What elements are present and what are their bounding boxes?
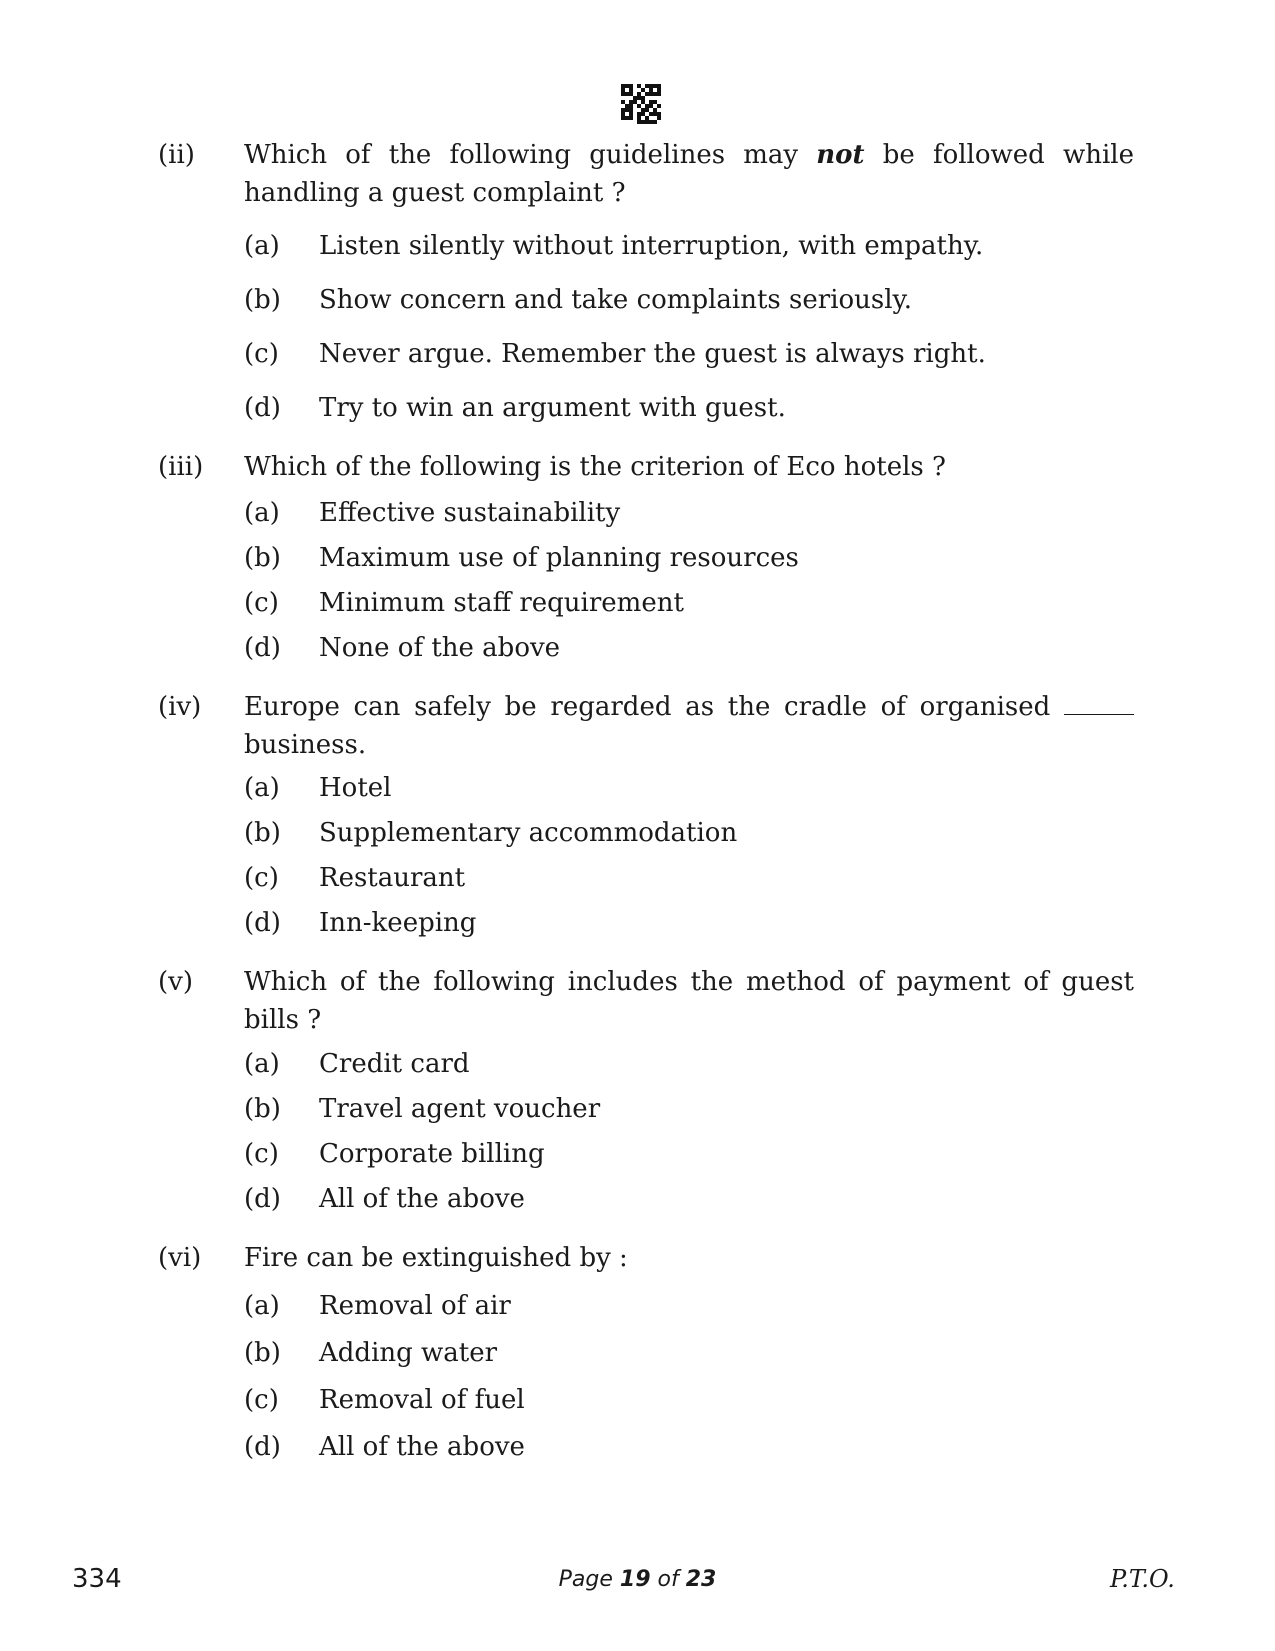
option-text: Effective sustainability (319, 498, 621, 528)
option-text: None of the above (319, 633, 561, 663)
option-v-b[interactable] (0, 1090, 1275, 1128)
option-text: Restaurant (319, 863, 466, 893)
option-letter: (d) (244, 1432, 281, 1462)
option-text: Listen silently without interruption, with empathy. (319, 231, 984, 261)
option-text: Travel agent voucher (319, 1094, 601, 1124)
option-letter: (d) (244, 393, 281, 423)
option-vi-d[interactable] (0, 1428, 1275, 1466)
option-ii-d[interactable] (0, 389, 1275, 427)
question-text: Europe can safely be regarded as the cradle of organised business. (244, 688, 1134, 764)
option-iv-b[interactable] (0, 814, 1275, 852)
option-v-d[interactable] (0, 1180, 1275, 1218)
option-letter: (c) (244, 1385, 279, 1415)
option-iii-b[interactable] (0, 539, 1275, 577)
option-letter: (a) (244, 1049, 280, 1079)
option-letter: (d) (244, 908, 281, 938)
option-text: Hotel (319, 773, 392, 803)
option-letter: (c) (244, 1139, 279, 1169)
option-vi-c[interactable] (0, 1381, 1275, 1419)
page-current: 19 (619, 1567, 651, 1592)
fill-in-blank (1064, 692, 1134, 715)
question-number: (ii) (158, 140, 195, 170)
question-number: (iv) (158, 692, 202, 722)
option-iii-a[interactable] (0, 494, 1275, 532)
page-indicator: Page 19 of 23 (558, 1567, 717, 1592)
option-letter: (b) (244, 285, 281, 315)
qr-code-icon (621, 84, 661, 124)
option-ii-c[interactable] (0, 335, 1275, 373)
paper-code: 334 (72, 1564, 122, 1594)
question-text: Which of the following guidelines may not be followed while handling a guest complaint ? (244, 140, 1134, 208)
option-iii-c[interactable] (0, 584, 1275, 622)
option-iii-d[interactable] (0, 629, 1275, 667)
option-iv-c[interactable] (0, 859, 1275, 897)
option-letter: (b) (244, 543, 281, 573)
option-letter: (b) (244, 1094, 281, 1124)
option-text: Removal of air (319, 1291, 511, 1321)
option-text: Adding water (319, 1338, 498, 1368)
option-letter: (a) (244, 773, 280, 803)
option-text: All of the above (319, 1432, 525, 1462)
question-text: Which of the following is the criterion of Eco hotels ? (244, 452, 946, 482)
option-iv-a[interactable] (0, 769, 1275, 807)
option-vi-b[interactable] (0, 1334, 1275, 1372)
option-text: Show concern and take complaints seriously. (319, 285, 913, 315)
option-letter: (d) (244, 633, 281, 663)
option-letter: (b) (244, 1338, 281, 1368)
option-text: Maximum use of planning resources (319, 543, 799, 573)
question-number: (iii) (158, 452, 204, 482)
option-ii-b[interactable] (0, 281, 1275, 319)
option-letter: (a) (244, 498, 280, 528)
option-vi-a[interactable] (0, 1287, 1275, 1325)
question-text: Fire can be extinguished by : (244, 1243, 628, 1273)
please-turn-over: P.T.O. (1110, 1565, 1175, 1593)
option-v-c[interactable] (0, 1135, 1275, 1173)
emphasis-not: not (816, 140, 865, 170)
option-letter: (c) (244, 588, 279, 618)
option-text: Supplementary accommodation (319, 818, 738, 848)
option-iv-d[interactable] (0, 904, 1275, 942)
option-text: Corporate billing (319, 1139, 545, 1169)
option-text: Removal of fuel (319, 1385, 525, 1415)
option-letter: (a) (244, 1291, 280, 1321)
question-text: Which of the following includes the method of payment of guest bills ? (244, 967, 1134, 1035)
option-v-a[interactable] (0, 1045, 1275, 1083)
option-text: Minimum staff requirement (319, 588, 684, 618)
option-ii-a[interactable] (0, 227, 1275, 265)
option-text: All of the above (319, 1184, 525, 1214)
option-letter: (c) (244, 863, 279, 893)
option-letter: (a) (244, 231, 280, 261)
option-letter: (b) (244, 818, 281, 848)
option-letter: (d) (244, 1184, 281, 1214)
option-text: Inn-keeping (319, 908, 477, 938)
option-text: Try to win an argument with guest. (319, 393, 786, 423)
page-total: 23 (685, 1567, 717, 1592)
option-text: Never argue. Remember the guest is always right. (319, 339, 986, 369)
option-text: Credit card (319, 1049, 470, 1079)
question-number: (v) (158, 967, 193, 997)
question-number: (vi) (158, 1243, 202, 1273)
option-letter: (c) (244, 339, 279, 369)
